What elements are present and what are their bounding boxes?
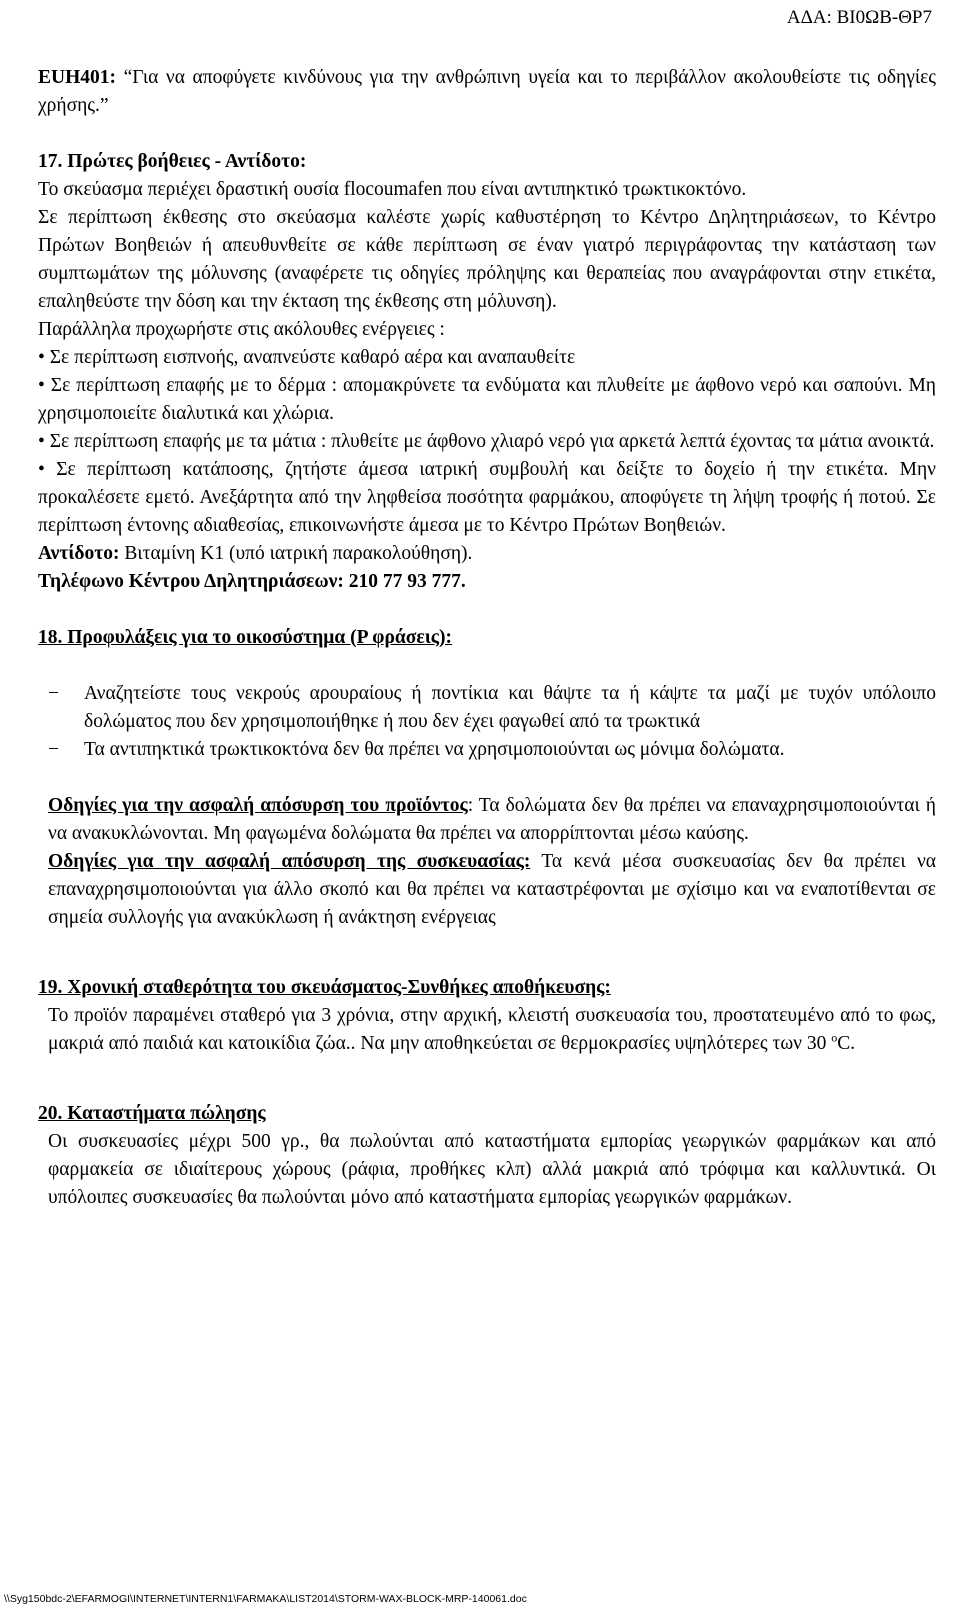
section-17-bullet: • Σε περίπτωση κατάποσης, ζητήστε άμεσα ιατρική συμβουλή και δείξτε το δοχείο ή την ετικέτα. Μην προκαλέσετε εμετό. Ανεξάρτητα από την ληφθείσα ποσότητα φαρμάκου, αποφύγετε τη λήψη τροφής ή ποτού. Σε περίπτωση έντονης αδιαθεσίας, επικοινωνήστε άμεσα με το Κέντρο Πρώτων Βοηθειών. (38, 459, 936, 536)
poison-center-phone (38, 568, 936, 596)
dash-marker: − (48, 683, 59, 704)
section-17-active-substance: Το σκεύασμα περιέχει δραστική ουσία flocoumafen που είναι αντιπηκτικό τρωκτικοκτόνο. (38, 179, 747, 200)
section-19-heading: 19. Χρονική σταθερότητα του σκευάσματος-Συνθήκες αποθήκευσης: (38, 977, 611, 998)
section-17-bullet: • Σε περίπτωση εισπνοής, αναπνεύστε καθαρό αέρα και αναπαυθείτε (38, 347, 576, 368)
document-body (38, 64, 936, 1212)
storage-text: Το προϊόν παραμένει σταθερό για 3 χρόνια, στην αρχική, κλειστή συσκευασία του, προστατευμένο από το φως, μακριά από παιδιά και κατοικίδια ζώα.. Να μην αποθηκεύεται σε θερμοκρασίες υψηλότερες των 30 (48, 1005, 936, 1054)
dash-item-text: Τα αντιπηκτικά τρωκτικοκτόνα δεν θα πρέπει να χρησιμοποιούνται ως μόνιμα δολώματα. (84, 739, 785, 760)
packaging-disposal (38, 848, 936, 932)
section-18-dash-item (38, 736, 936, 764)
section-17-bullet: • Σε περίπτωση επαφής με το δέρμα : απομακρύνετε τα ενδύματα και πλυθείτε με άφθονο νερό και σαπούνι. Μη χρησιμοποιείτε διαλυτικά και χλώρια. (38, 375, 936, 424)
document-path-footer: \\Syg150bdc-2\EFARMOGI\INTERNET\INTERN1\FARMAKA\LIST2014\STORM-WAX-BLOCK-MRP-140061.doc (4, 1593, 527, 1605)
section-17-actions-intro: Παράλληλα προχωρήστε στις ακόλουθες ενέργειες : (38, 319, 445, 340)
product-disposal-label: Οδηγίες για την ασφαλή απόσυρση του προϊόντος (48, 795, 468, 816)
section-20-heading: 20. Καταστήματα πώλησης (38, 1103, 266, 1124)
section-20-text: Οι συσκευασίες μέχρι 500 γρ., θα πωλούνται από καταστήματα εμπορίας γεωργικών φαρμάκων και από φαρμακεία σε ιδιαίτερους χώρους (ράφια, προθήκες κλπ) αλλά μακριά από τρόφιμα και καλλυντικά. Οι υπόλοιπες συσκευασίες θα πωλούνται μόνο από καταστήματα εμπορίας γεωργικών φαρμάκων. (48, 1131, 936, 1208)
section-17-antidote (38, 540, 936, 568)
dash-item-text: Αναζητείστε τους νεκρούς αρουραίους ή ποντίκια και θάψτε τα ή κάψτε τα μαζί με τυχόν υπόλοιπο δολώματος που δεν χρησιμοποιήθηκε ή που δεν έχει φαγωθεί από τα τρωκτικά (84, 683, 936, 732)
packaging-disposal-text: Τα κενά μέσα συσκευασίας δεν θα πρέπει να επαναχρησιμοποιούνται για άλλο σκοπό και θα πρέπει να καταστρέφονται με σχίσιμο και να εναποτίθενται σε σημεία συλλογής για ανακύκλωση ή ανάκτηση ενέργειας (48, 851, 936, 928)
euh401-statement (38, 64, 936, 120)
phone-label: Τηλέφωνο Κέντρου Δηλητηριάσεων: (38, 571, 344, 592)
packaging-disposal-label: Οδηγίες για την ασφαλή απόσυρση της συσκευασίας: (48, 851, 531, 872)
section-17-heading: 17. Πρώτες βοήθειες - Αντίδοτο: (38, 151, 307, 172)
degree-sign: ο (831, 1030, 838, 1045)
section-19-text (38, 1002, 936, 1058)
section-17-exposure-paragraph: Σε περίπτωση έκθεσης στο σκεύασμα καλέστε χωρίς καθυστέρηση το Κέντρο Δηλητηριάσεων, το Κέντρο Πρώτων Βοηθειών ή απευθυνθείτε σε κάθε περίπτωση σε έναν γιατρό περιγράφοντας την κατάσταση των συμπτωμάτων της μόλυνσης (αναφέρετε τις οδηγίες πρόληψης και θεραπείας που αναγράφονται στην ετικέτα, επαληθεύστε την δόση και την έκταση της έκθεσης στη μόλυνση). (38, 207, 936, 312)
dash-marker: − (48, 739, 59, 760)
euh401-text: “Για να αποφύγετε κινδύνους για την ανθρώπινη υγεία και το περιβάλλον ακολουθείστε τις οδηγίες χρήσης.” (38, 67, 937, 116)
section-17-bullet: • Σε περίπτωση επαφής με τα μάτια : πλυθείτε με άφθονο χλιαρό νερό για αρκετά λεπτά έχοντας τα μάτια ανοικτά. (38, 431, 935, 452)
product-disposal-text: : Τα δολώματα δεν θα πρέπει να επαναχρησιμοποιούνται ή να ανακυκλώνονται. Μη φαγωμένα δολώματα θα πρέπει να απορρίπτονται μέσω καύσης. (48, 795, 936, 844)
temperature-unit: C. (837, 1033, 856, 1054)
euh401-code: EUH401: (38, 67, 116, 88)
section-18-dash-item (38, 680, 936, 736)
antidote-label: Αντίδοτο: (38, 543, 120, 564)
antidote-text: Βιταμίνη Κ1 (υπό ιατρική παρακολούθηση). (119, 543, 473, 564)
phone-number: 210 77 93 777. (343, 571, 466, 592)
section-18-heading: 18. Προφυλάξεις για το οικοσύστημα (Ρ φράσεις): (38, 627, 452, 648)
ada-code: ΑΔΑ: ΒΙ0ΩΒ-ΘΡ7 (786, 7, 932, 28)
product-disposal (38, 792, 936, 848)
